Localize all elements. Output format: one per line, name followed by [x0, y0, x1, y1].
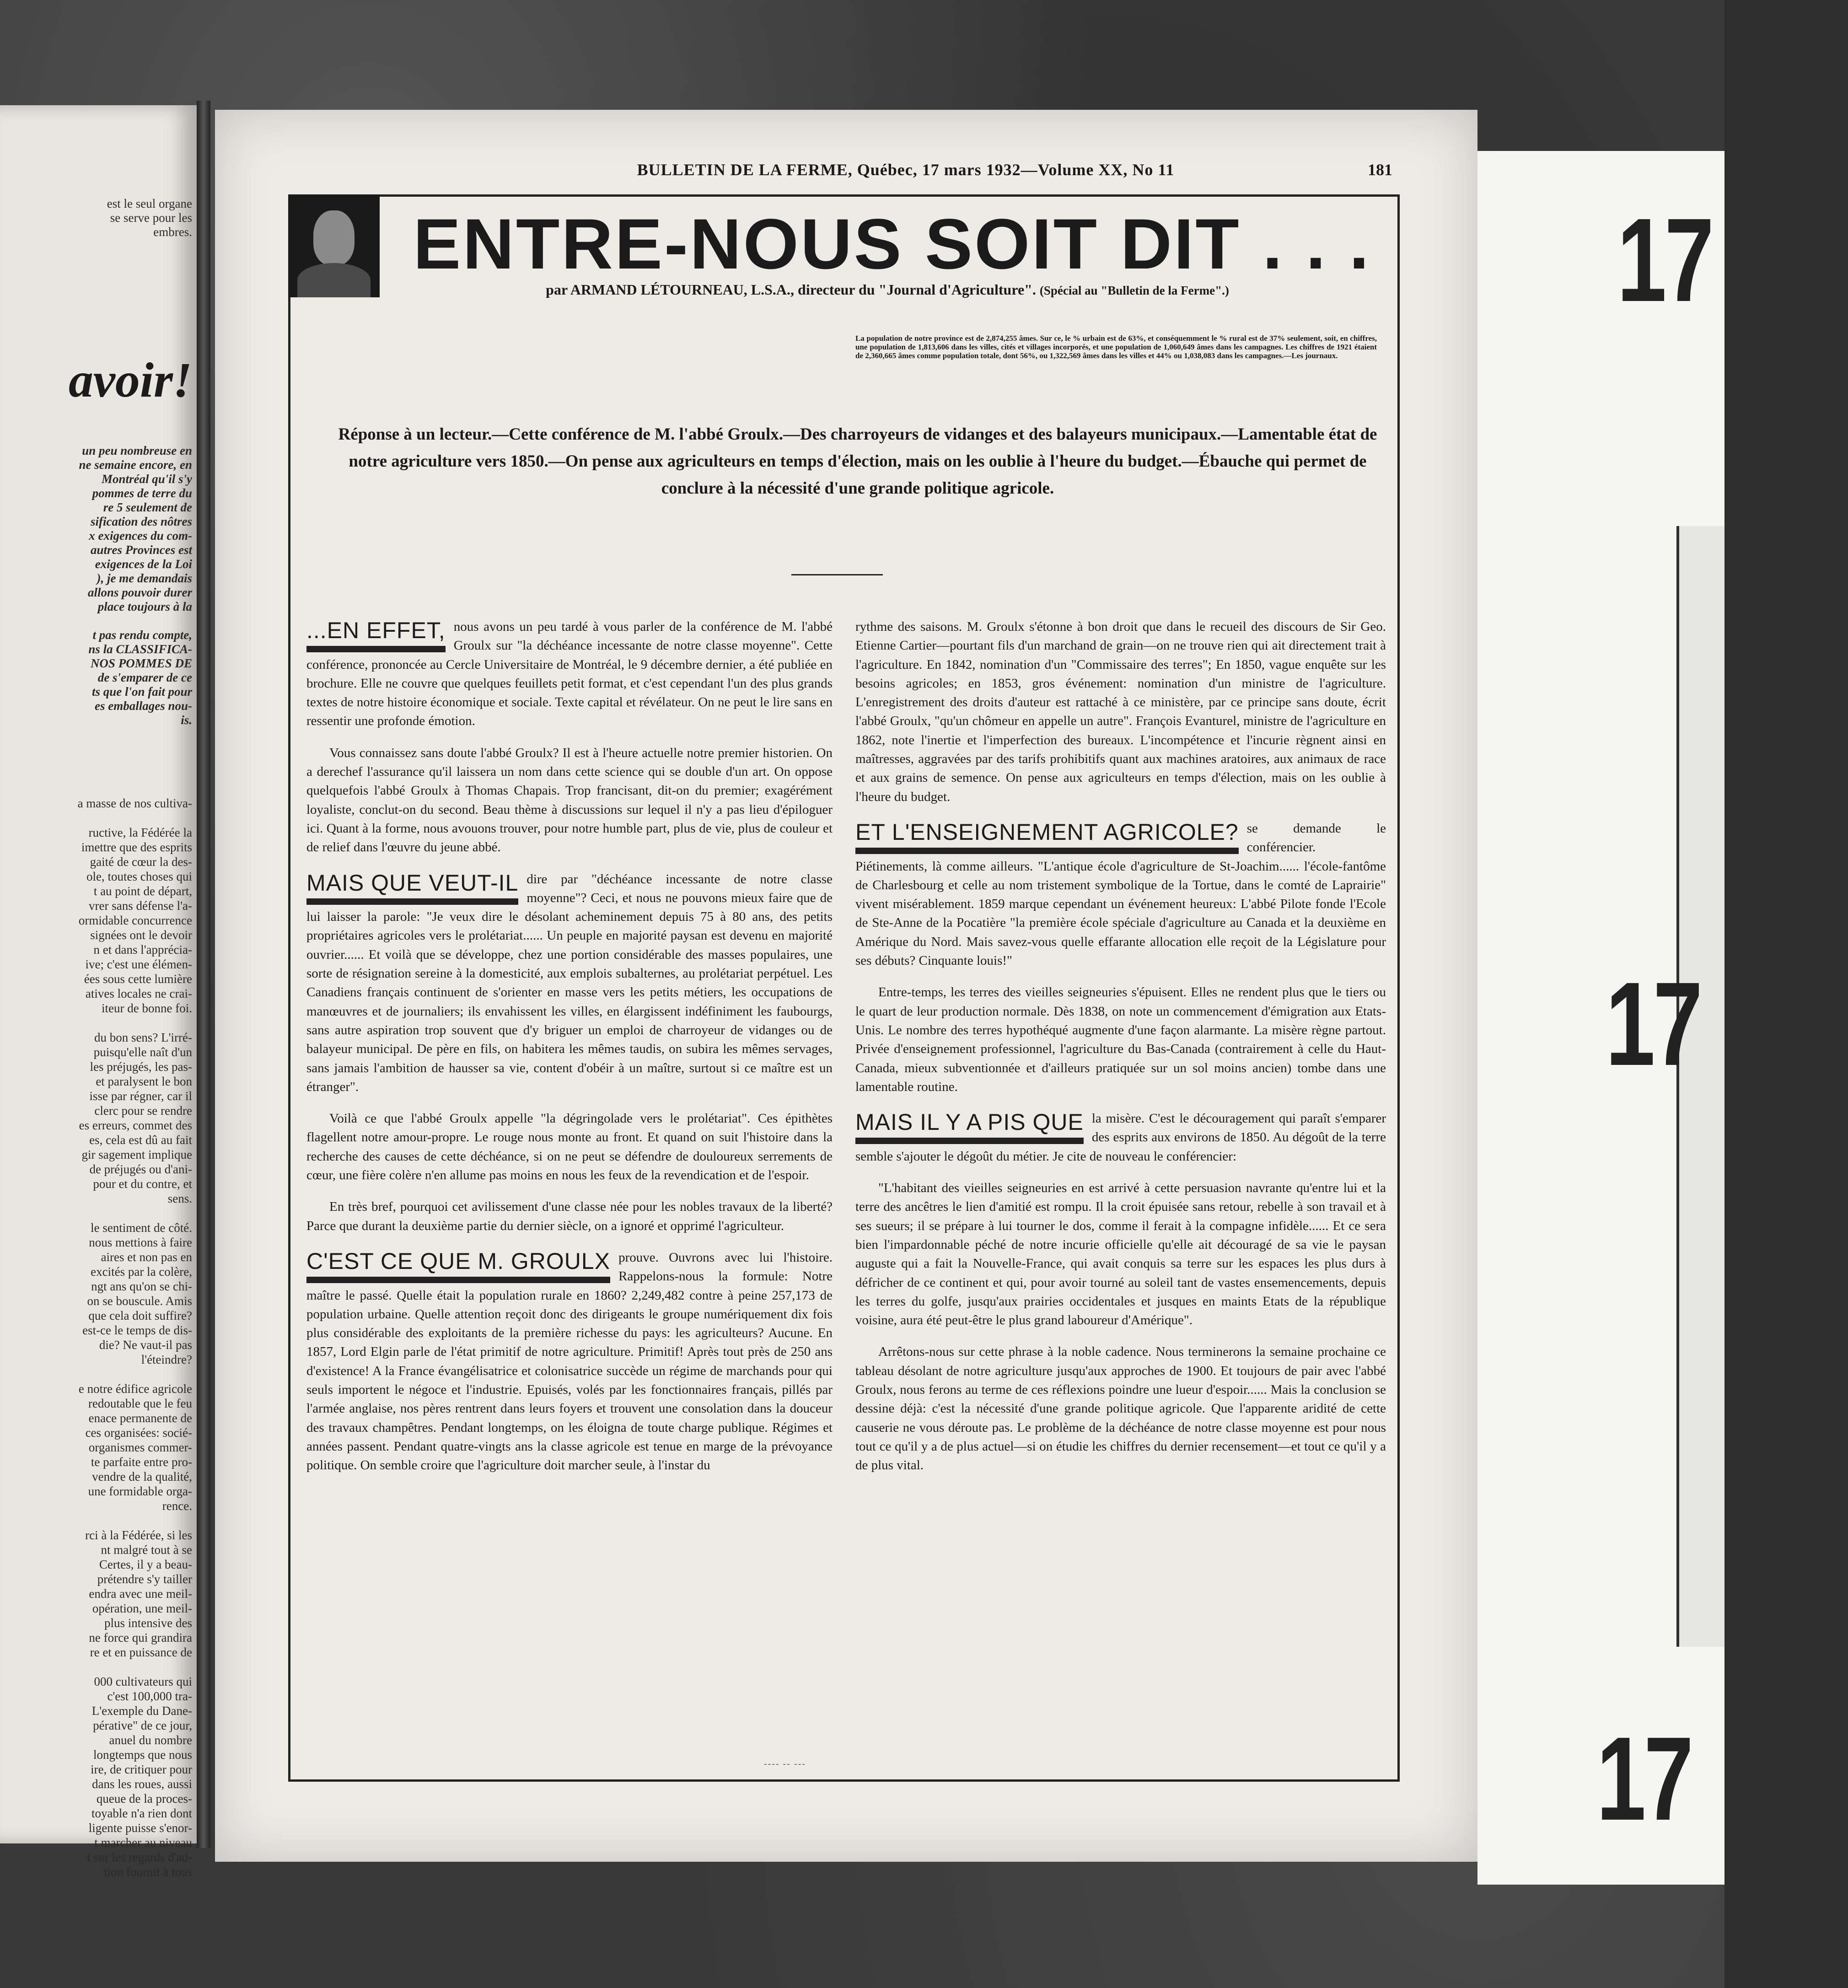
- paragraph-text: la misère. C'est le découragement qui paraît s'emparer des esprits aux environs de 1850. Au dégoût de la terre semble s'ajouter le dégoût du métier. Je cite de nouveau le conférencier:: [855, 1111, 1386, 1164]
- paragraph: Vous connaissez sans doute l'abbé Groulx? Il est à l'heure actuelle notre premier historien. On a derechef l'assurance qu'il laissera un nom dans cette science qui se double d'un art. On oppose quelquefois l'abbé Groulx à Thomas Chapais. Trop francisant, dit-on du premier; exagérément loyaliste, conclut-on du second. Beau thème à discussions sur lequel il n'y a pas lieu d'épiloguer ici. Quant à la forme, nous avouons trouver, pour notre humble part, plus de vie, plus de couleur et de relief dans l'œuvre du jeune abbé.: [306, 745, 833, 855]
- section-divider: [791, 574, 883, 575]
- paragraph-text: dire par "déchéance incessante de notre classe moyenne"? Ceci, et nous ne pouvons mieux faire que de lui laisser la parole: "Je veux dire le désolant acheminement depuis 75 à 80 ans, des petits propriétaires agricoles vers le prolétariat...... Un peuple en majorité paysan est devenu en majorité ouvrier...... Et voilà que se développe, chez une portion considérable des masses populaires, une sorte de résignation sereine à la domesticité, aux emplois subalternes, au prolétariat perpétuel. Les Canadiens français continuent de s'orienter en masse vers les petits métiers, les occupations de manœuvres et de journaliers; ils envahissent les villes, en élargissent indéfiniment les faubourgs, sans autre aspiration trop souvent que d'y briguer un emploi de charroyeur de vidanges ou de balayeur municipal. De père en fils, on habitera les mêmes taudis, on subira les mêmes servages, sans jamais l'ambition de hausser sa vie, content d'obéir à un maître, surtout si ce maître est un étranger".: [306, 871, 833, 1094]
- paragraph: [306, 870, 833, 1097]
- portrait-shoulders: [297, 263, 371, 297]
- section-heading: C'EST CE QUE M. GROULX: [306, 1248, 610, 1283]
- paragraph: [306, 1248, 833, 1475]
- section-heading: ET L'ENSEIGNEMENT AGRICOLE?: [855, 819, 1239, 854]
- paragraph-text: prouve. Ouvrons avec lui l'histoire. Rappelons-nous la formule: Notre maître le passé. Quelle était la population rurale en 1860? 2,249,482 contre à peine 257,173 de population urbaine. Quelle attention reçoit donc des dirigeants le groupe numériquement dix fois plus considérable des exploitants de la première richesse du pays: les agriculteurs? Aucune. En 1857, Lord Elgin parle de l'état primitif de notre agriculture. Primitif! Après tout près de 250 ans d'existence! A la France évangélisatrice et colonisatrice succède un régime de marchands pour qui seuls importent le négoce et l'industrie. Epuisés, volés par les fonctionnaires français, pillés par l'armée anglaise, nos pères rentrent dans leurs foyers et trouvent une consolation dans la douceur des travaux champêtres. Pendant longtemps, on les éloigna de toute charge publique. Régimes et années passent. Pendant quatre-vingts ans la classe agricole est tenue en marge de la prévoyance politique. On semble croire que l'agriculture doit marcher seule, à l'instar du: [306, 1250, 833, 1473]
- article-title: ENTRE-NOUS SOIT DIT . . .: [413, 204, 1371, 284]
- paragraph-text: se demande le conférencier. Piétinements, là comme ailleurs. "L'antique école d'agriculture de St-Joachim...... l'école-fantôme de Charlesbourg et celle au nom tristement symbolique de la Tortue, dans le comté de Laprairie" vivent misérablement. 1859 marque cependant un événement heureux: L'abbé Pilote fonde l'Ecole de Ste-Anne de la Pocatière "la première école spéciale d'agriculture au Canada et la deuxième en Amérique du Nord. Mais savez-vous quelle effarante allocation elle reçoit de la Législature pour ses débuts? Cinquante louis!": [855, 821, 1386, 968]
- page-number: 181: [1368, 161, 1392, 179]
- paragraph: Arrêtons-nous sur cette phrase à la noble cadence. Nous terminerons la semaine prochaine ce tableau désolant de notre agriculture jusqu'aux approches de 1900. Et toujours de pair avec l'abbé Groulx, nous ferons au terme de ces réflexions poindre une lueur d'espoir...... Mais la conclusion se dessine déjà: c'est la nécessité d'une grande politique agricole. Que l'apparente aridité de cette causerie ne vous déroute pas. Le problème de la déchéance de notre classe moyenne est pour nous tout ce qu'il y a de plus actuel—si on étudie les chiffres du dernier recensement—et tout ce qu'il y a de plus vital.: [855, 1344, 1386, 1473]
- film-edge: [1724, 0, 1848, 1988]
- printer-mark: ---- -- ---: [764, 1759, 806, 1769]
- paragraph-text: nous avons un peu tardé à vous parler de la conférence de M. l'abbé Groulx sur "la déchéance incessante de notre classe moyenne". Cette conférence, prononcée au Cercle Universitaire de Montréal, le 9 décembre dernier, a été publiée en brochure. Elle ne couvre que quelques feuillets petit format, et c'est cependant l'un des plus grands textes de notre histoire économique et sociale. Texte capital et révélateur. On ne peut le lire sans en ressentir une profonde émotion.: [306, 619, 833, 729]
- paragraph: [855, 819, 1386, 970]
- left-adjacent-page: [0, 105, 197, 1879]
- byline-author: par ARMAND LÉTOURNEAU, L.S.A., directeur du "Journal d'Agriculture".: [546, 281, 1036, 298]
- article-summary: Réponse à un lecteur.—Cette conférence de M. l'abbé Groulx.—Des charroyeurs de vidanges et des balayeurs municipaux.—Lamentable état de notre agriculture vers 1850.—On pense aux agriculteurs en temps d'élection, mais on les oublie à l'heure du budget.—Ébauche qui permet de conclure à la nécessité d'une grande politique agricole.: [338, 425, 1377, 498]
- paragraph: Entre-temps, les terres des vieilles seigneuries s'épuisent. Elles ne rendent plus que le tiers ou le quart de leur production normale. Dès 1838, on note un commencement d'émigration aux Etats-Unis. Le nombre des terres hypothéqué augmente d'une façon alarmante. La misère règne partout. Privée d'enseignement professionnel, l'agriculture du Bas-Canada (contrairement à celle du Haut-Canada, mieux subventionnée et d'ailleurs pratiquée sur un sol moins ancien) tombe dans une lamentable routine.: [855, 985, 1386, 1094]
- portrait-face: [313, 210, 355, 265]
- running-head: BULLETIN DE LA FERME, Québec, 17 mars 1932—Volume XX, No 11: [637, 161, 1175, 179]
- frame-marker: 17: [1617, 194, 1712, 327]
- left-page-top-text: est le seul organe se serve pour les embres.: [107, 197, 192, 239]
- quotation: "L'habitant des vieilles seigneuries en est arrivé à cette persuasion navrante qu'entre lui et la terre des ancêtres le lien d'amitié est rompu. Il la croit épuisée sans retour, rebelle à son travail et à ses sueurs; il se prépare à lui tourner le dos, comme il ferait à la compagne infidèle...... Et ce sera bien l'impardonnable péché de notre incurie officielle qu'elle ait découragé de sa vie le paysan auguste qui a fait la Nouvelle-France, qui avait conquis sa terre sur les espaces les plus durs à défricher de ce continent et qui, pour avoir tourné au soleil tant de vastes ensemencements, depuis les terres du golfe, jusqu'aux prairies occidentales et jusques en maints Etats de la république voisine, aura été peut-être le plus grand laboureur d'Amérique".: [855, 1181, 1386, 1328]
- section-heading: ...EN EFFET,: [306, 618, 446, 652]
- frame-marker: 17: [1606, 958, 1701, 1091]
- article-byline: [398, 281, 1377, 298]
- left-page-italic-block: un peu nombreuse en ne semaine encore, en Montréal qu'il s'y pommes de terre du re 5 seulement de sification des nôtres x exigences du com- autres Provinces est exigences de la Loi ), je me demandais allons pouvoir durer place toujours à la t pas rendu compte, ns la CLASSIFICA- NOS POMMES DE de s'emparer de ce ts que l'on fait pour es emballages nou- is.: [79, 444, 192, 727]
- left-page-body: a masse de nos cultiva- ructive, la Fédérée la imettre que des esprits gaité de cœur la des- ole, toutes choses qui t au point de départ, vrer sans défense l'a- ormidable concurrence signées ont le devoir n et dans l'apprécia- ive; c'est une élémen- ées sous cette lumière atives locales ne crai- iteur de bonne foi. du bon sens? L'irré- puisqu'elle naît d'un les préjugés, les pas- et paralysent le bon isse par régner, car il clerc pour se rendre es erreurs, commet des es, cela est dû au fait gir sagement implique de préjugés ou d'ani- pour et du contre, et sens. le sentiment de côté. nous mettions à faire aires et non pas en excités par la colère, ngt ans qu'on se chi- on se bouscule. Amis que cela doit suffire? est-ce le temps de dis- die? Ne vaut-il pas l'éteindre? e notre édifice agricole redoutable que le feu enace permanente de ces organisées: socié- organismes commer- te parfaite entre pro- vendre de la qualité, une formidable orga- rence. rci à la Fédérée, si les nt malgré tout à se Certes, il y a beau- prétendre s'y tailler endra avec une meil- opération, une meil- plus intensive des ne force qui grandira re et en puissance de 000 cultivateurs qui c'est 100,000 tra- L'exemple du Dane- pérative" de ce jour, anuel du nombre longtemps que nous ire, de critiquer pour dans les roues, aussi queue de la proces- toyable n'a rien dont ligente puisse s'enor- t marcher au niveau t sur les regards d'ad- tion fournit à tous: [77, 796, 192, 1879]
- paragraph: Voilà ce que l'abbé Groulx appelle "la dégringolade vers le prolétariat". Ces épithètes flagellent notre amour-propre. Le rouge nous monte au front. Et quand on suit l'histoire dans la recherche des causes de cette déchéance, si on ne peut se défendre de douloureux serrements de cœur, une fière colère n'en allume pas moins en nous les feux de la revendication et de l'espoir.: [306, 1111, 833, 1183]
- right-column: [855, 618, 1386, 1488]
- paragraph: [306, 618, 833, 731]
- newspaper-page: [215, 110, 1477, 1862]
- paragraph: En très bref, pourquoi cet avilissement d'une classe née pour les nobles travaux de la liberté? Parce que durant la deuxième partie du dernier siècle, on a ignoré et opprimé l'agriculteur.: [306, 1199, 833, 1233]
- paragraph: rythme des saisons. M. Groulx s'étonne à bon droit que dans le recueil des discours de Sir Geo. Etienne Cartier—pourtant fils d'un marchand de grain—on ne trouve rien qui ait directement trait à l'agriculture. En 1842, nomination d'un "Commissaire des terres"; En 1850, vague enquête sur les besoins agricoles; en 1853, gros événement: nomination d'un ministre de l'agriculture. L'enregistrement des droits d'auteur est rattaché à ce ministère, par ce principe sans doute, écrit l'abbé Groulx, "qu'un chômeur en appelle un autre". François Evanturel, ministre de l'agriculture en 1862, note l'inertie et l'imperfection des bureaux. L'incompétence et l'incurie règnent ainsi en maîtresses, aggravées par des tarifs prohibitifs quant aux machines aratoires, aux animaux de race et aux grains de semence. On pense aux agriculteurs en temps d'élection, mais on les oublie à l'heure du budget.: [855, 619, 1386, 804]
- section-heading: MAIS IL Y A PIS QUE: [855, 1109, 1084, 1144]
- author-portrait: [288, 194, 380, 297]
- frame-marker: 17: [1596, 1713, 1692, 1845]
- section-heading: MAIS QUE VEUT-IL: [306, 870, 518, 905]
- population-note: La population de notre province est de 2,874,255 âmes. Sur ce, le % urbain est de 63%, et conséquemment le % rural est de 37% seulement, soit, en chiffres, une population de 1,813,606 dans les villes, cités et villages incorporés, et une population de 1,060,649 âmes dans les campagnes. Les chiffres de 1921 étaient de 2,360,665 âmes comme population totale, dont 56%, ou 1,322,569 âmes dans les villes et 44% ou 1,038,083 dans les campagnes.—Les journaux.: [855, 334, 1377, 360]
- byline-special: (Spécial au "Bulletin de la Ferme".): [1039, 284, 1229, 297]
- left-page-headline: avoir!: [69, 353, 192, 408]
- left-column: [306, 618, 833, 1488]
- paragraph: [855, 1109, 1386, 1166]
- book-gutter: [197, 101, 210, 1848]
